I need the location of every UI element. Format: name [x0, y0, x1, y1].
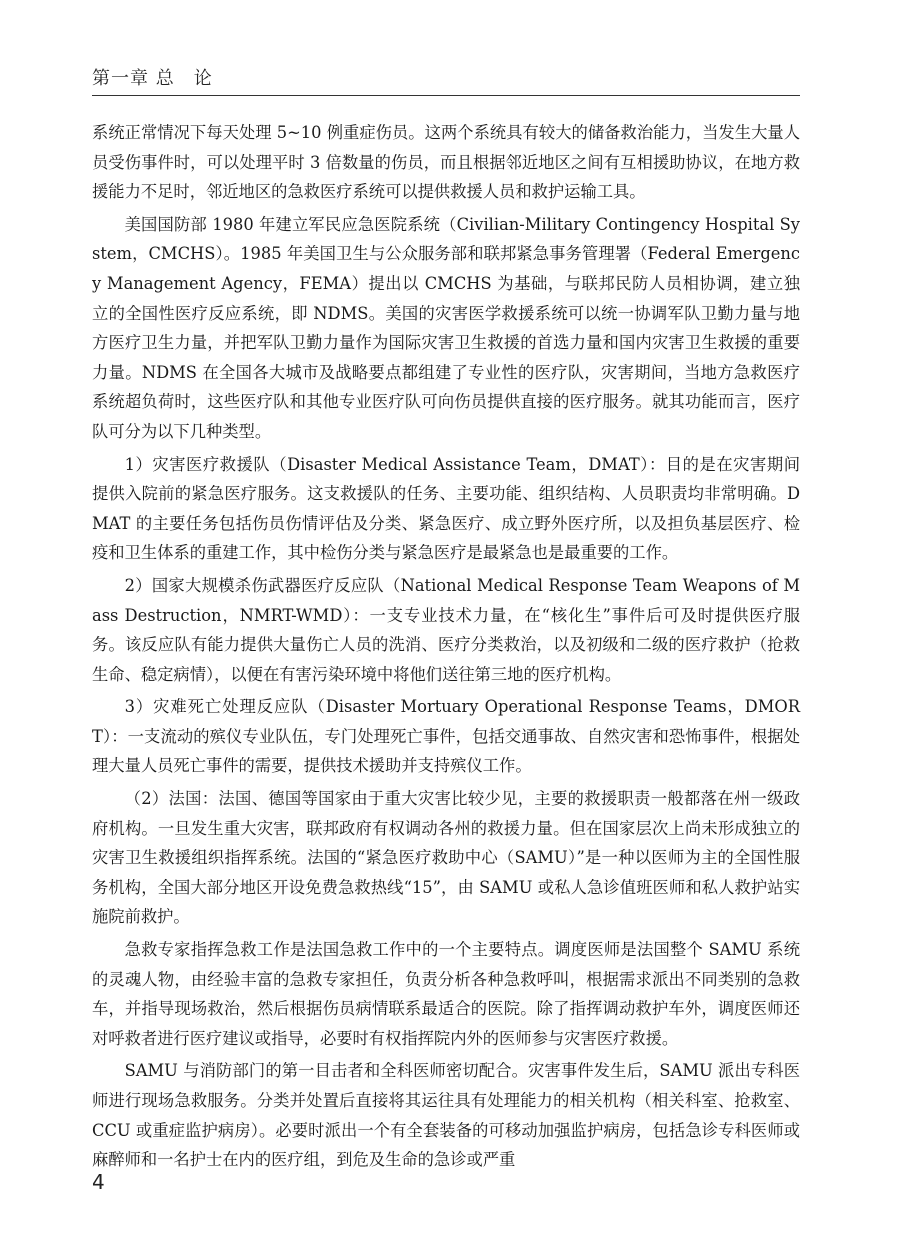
page-number: 4 [92, 1170, 105, 1194]
paragraph-dmort: 3）灾难死亡处理反应队（Disaster Mortuary Operational Response Teams，DMORT）：一支流动的殡仪专业队伍，专门处理死亡事件，包括交通事故、自然灾害和恐怖事件，根据处理大量人员死亡事件的需要，提供技术援助并支持殡仪工作。 [92, 697, 800, 776]
paragraph-cmchs-ndms: 美国国防部 1980 年建立军民应急医院系统（Civilian-Military Contingency Hospital System，CMCHS）。1985 年美国卫生与公众服务部和联邦紧急事务管理署（Federal Emergency Management Agency，FEMA）提出以 CMCHS 为基础，与联邦民防人员相协调，建立独立的全国性医疗反应系统，即 NDMS。美国的灾害医学救援系统可以统一协调军队卫勤力量与地方医疗卫生力量，并把军队卫勤力量作为国际灾害卫生救援的首选力量和国内灾害卫生救援的重要力量。NDMS 在全国各大城市及战略要点都组建了专业性的医疗队，灾害期间，当地方急救医疗系统超负荷时，这些医疗队和其他专业医疗队可向伤员提供直接的医疗服务。就其功能而言，医疗队可分为以下几种类型。 [92, 214, 800, 441]
paragraph-samu-cooperation: SAMU 与消防部门的第一目击者和全科医师密切配合。灾害事件发生后，SAMU 派出专科医师进行现场急救服务。分类并处置后直接将其运往具有处理能力的相关机构（相关科室、抢救室、CCU 或重症监护病房）。必要时派出一个有全套装备的可移动加强监护病房，包括急诊专科医师或麻醉师和一名护士在内的医疗组，到危及生命的急诊或严重 [92, 1061, 800, 1170]
page-body [92, 118, 800, 1170]
paragraph-samu-dispatch: 急救专家指挥急救工作是法国急救工作中的一个主要特点。调度医师是法国整个 SAMU 系统的灵魂人物，由经验丰富的急救专家担任，负责分析各种急救呼叫，根据需求派出不同类别的急救车，并指导现场救治，然后根据伤员病情联系最适合的医院。除了指挥调动救护车外，调度医师还对呼救者进行医疗建议或指导，必要时有权指挥院内外的医师参与灾害医疗救援。 [92, 940, 800, 1048]
paragraph-dmat: 1）灾害医疗救援队（Disaster Medical Assistance Team，DMAT）：目的是在灾害期间提供入院前的紧急医疗服务。这支救援队的任务、主要功能、组织结构、人员职责均非常明确。DMAT 的主要任务包括伤员伤情评估及分类、紧急医疗、成立野外医疗所，以及担负基层医疗、检疫和卫生体系的重建工作，其中检伤分类与紧急医疗是最紧急也是最重要的工作。 [92, 454, 800, 563]
header-rule [92, 95, 800, 96]
paragraph-france: （2）法国：法国、德国等国家由于重大灾害比较少见，主要的救援职责一般都落在州一级政府机构。一旦发生重大灾害，联邦政府有权调动各州的救援力量。但在国家层次上尚未形成独立的灾害卫生救援组织指挥系统。法国的“紧急医疗救助中心（SAMU）”是一种以医师为主的全国性服务机构，全国大部分地区开设免费急救热线“15”，由 SAMU 或私人急诊值班医师和私人救护站实施院前救护。 [92, 789, 800, 927]
running-header: 第一章 总 论 [92, 68, 213, 89]
paragraph-continuation: 系统正常情况下每天处理 5~10 例重症伤员。这两个系统具有较大的储备救治能力，当发生大量人员受伤事件时，可以处理平时 3 倍数量的伤员，而且根据邻近地区之间有互相援助协议，在地方救援能力不足时，邻近地区的急救医疗系统可以提供救援人员和救护运输工具。 [92, 123, 800, 202]
paragraph-nmrt-wmd: 2）国家大规模杀伤武器医疗反应队（National Medical Response Team Weapons of Mass Destruction，NMRT-WMD）：一支专业技术力量，在“核化生”事件后可及时提供医疗服务。该反应队有能力提供大量伤亡人员的洗消、医疗分类救治，以及初级和二级的医疗救护（抢救生命、稳定病情），以便在有害污染环境中将他们送往第三地的医疗机构。 [92, 575, 800, 684]
